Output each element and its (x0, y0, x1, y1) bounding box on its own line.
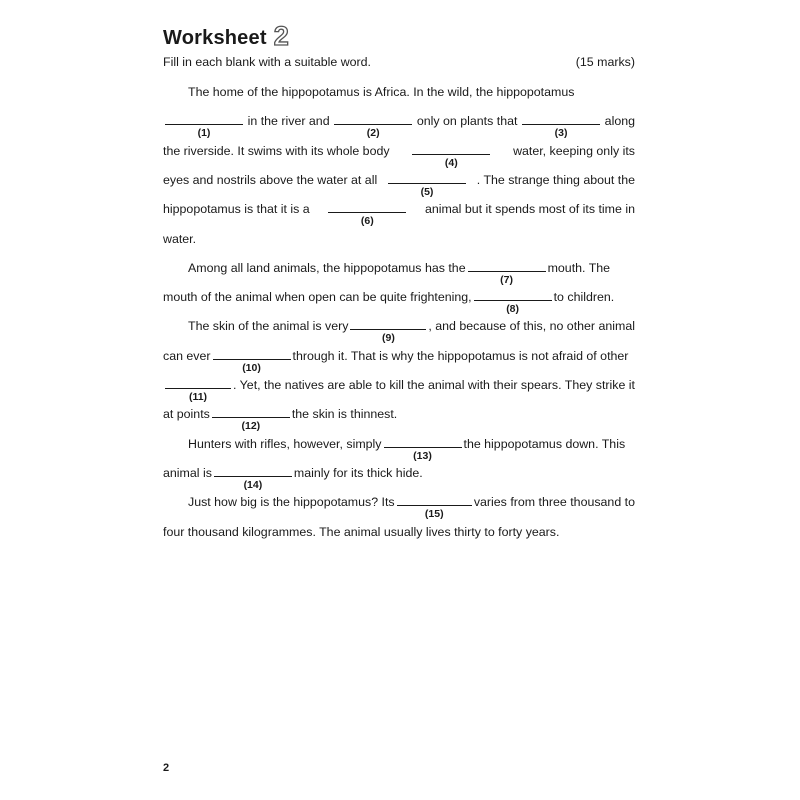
blank-line (334, 124, 412, 125)
blank-line (165, 388, 231, 389)
passage-line (163, 289, 635, 316)
blank-number: (13) (413, 449, 432, 462)
answer-blank[interactable] (468, 260, 546, 286)
passage-text: . The strange thing about the (476, 172, 635, 187)
blank-number: (15) (424, 508, 444, 521)
passage-line (163, 318, 635, 345)
blank-number: (9) (381, 332, 395, 345)
title-number: 2 (273, 21, 289, 51)
passage-text: hippopotamus is that it is a (163, 202, 310, 217)
passage-text: eyes and nostrils above the water at all (163, 172, 378, 187)
passage-text: varies from three thousand to (473, 495, 635, 510)
instruction-text: Fill in each blank with a suitable word. (163, 55, 371, 69)
passage-text: water. (163, 231, 197, 246)
answer-blank[interactable] (350, 318, 426, 345)
passage-text: mainly for its thick hide. (293, 465, 423, 480)
answer-blank[interactable] (165, 113, 243, 140)
blank-line (468, 271, 546, 272)
answer-blank[interactable] (412, 143, 490, 169)
passage-line (163, 143, 635, 169)
passage-text: The home of the hippopotamus is Africa. In the wild, the hippopotamus (188, 85, 575, 99)
passage-line (163, 231, 635, 251)
blank-number: (12) (241, 420, 261, 433)
blank-line (397, 505, 472, 506)
answer-blank[interactable] (212, 406, 290, 433)
passage-line (163, 113, 635, 140)
answer-blank[interactable] (328, 201, 406, 228)
passage-text: the riverside. It swims with its whole body (163, 143, 390, 158)
passage-text: The skin of the animal is very (188, 319, 349, 334)
blank-line (214, 476, 292, 477)
blank-number: (11) (188, 391, 208, 403)
answer-blank[interactable] (334, 113, 412, 140)
passage-text: at points (163, 407, 210, 422)
passage-line (163, 465, 635, 491)
worksheet-page (163, 0, 635, 800)
passage-line (163, 494, 635, 521)
blank-line (412, 154, 490, 155)
blank-number: (3) (554, 127, 568, 140)
answer-blank[interactable] (474, 289, 552, 316)
blank-number: (8) (506, 303, 520, 316)
passage-text: animal is (163, 465, 212, 480)
answer-blank[interactable] (388, 172, 466, 198)
answer-blank[interactable] (214, 465, 292, 491)
answer-blank[interactable] (213, 348, 291, 374)
answer-blank[interactable] (384, 436, 462, 462)
blank-number: (7) (500, 273, 514, 286)
passage-line (163, 406, 635, 433)
blank-number: (5) (420, 185, 434, 198)
passage-text: mouth. The (547, 260, 611, 275)
passage-line (163, 348, 635, 374)
blank-number: (6) (360, 215, 374, 228)
passage-text: the hippopotamus down. This (463, 436, 626, 451)
passage-text: only on plants that (416, 114, 518, 129)
passage-text: Hunters with rifles, however, simply (188, 436, 382, 451)
blank-line (522, 124, 600, 125)
passage-text: the skin is thinnest. (291, 407, 398, 422)
blank-number: (14) (243, 478, 263, 491)
passage-text: to children. (553, 290, 615, 305)
blank-line (212, 417, 290, 418)
passage-text: in the river and (247, 114, 330, 129)
passage-text: four thousand kilogrammes. The animal usually lives thirty to forty years. (163, 524, 560, 539)
blank-line (213, 359, 291, 360)
passage-line (163, 524, 635, 544)
passage-text: , and because of this, no other animal (428, 319, 635, 334)
page-number: 2 (163, 762, 170, 774)
passage-text: water, keeping only its (513, 143, 635, 158)
passage-text: mouth of the animal when open can be quite frightening, (163, 290, 472, 305)
passage-text: along (604, 114, 635, 129)
passage-line (163, 260, 635, 286)
blank-line (165, 124, 243, 125)
passage-line (163, 172, 635, 198)
blank-number: (4) (444, 156, 458, 169)
blank-number: (1) (197, 127, 211, 140)
answer-blank[interactable] (165, 377, 231, 403)
blank-line (388, 183, 466, 184)
marks-label: (15 marks) (575, 55, 635, 69)
passage-line (163, 84, 635, 104)
passage-text: can ever (163, 348, 211, 363)
worksheet-title (163, 22, 289, 50)
passage-text: Among all land animals, the hippopotamus has the (188, 260, 466, 275)
blank-number: (2) (366, 127, 380, 140)
answer-blank[interactable] (522, 113, 600, 140)
passage-line (163, 377, 635, 403)
blank-line (384, 447, 462, 448)
title-text: Worksheet (163, 27, 267, 49)
blank-number: (10) (242, 361, 261, 374)
instruction-row (163, 55, 635, 69)
passage-text: Just how big is the hippopotamus? Its (188, 495, 395, 510)
passage-text: animal but it spends most of its time in (424, 202, 635, 217)
answer-blank[interactable] (397, 494, 472, 521)
passage-line (163, 201, 635, 228)
blank-line (474, 300, 552, 301)
passage-line (163, 436, 635, 462)
passage-text: . Yet, the natives are able to kill the animal with their spears. They strike it (233, 378, 635, 392)
blank-line (328, 212, 406, 213)
blank-line (350, 329, 426, 330)
passage-text: through it. That is why the hippopotamus is not afraid of other (292, 348, 629, 363)
